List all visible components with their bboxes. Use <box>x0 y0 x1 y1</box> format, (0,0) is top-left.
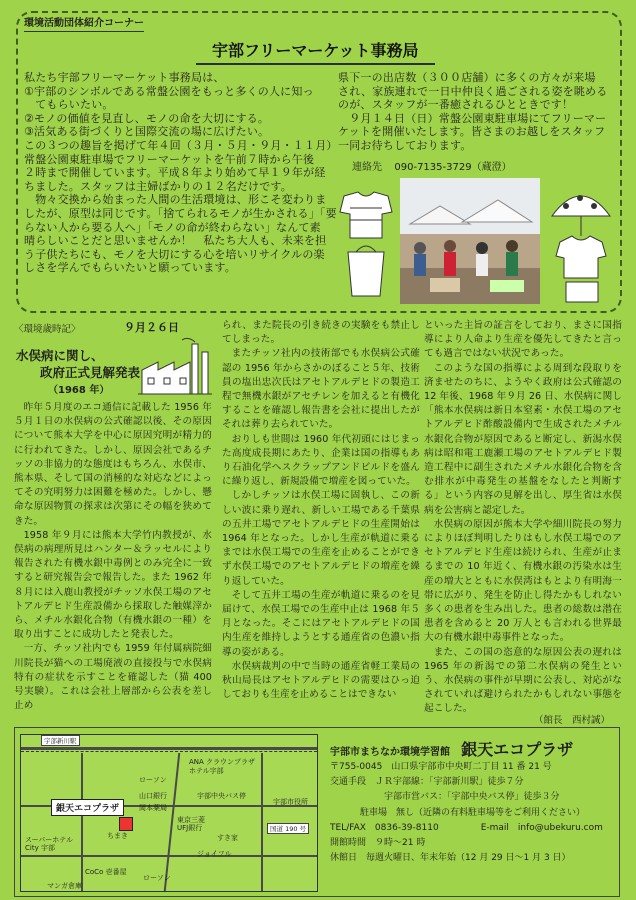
text-line: ちました。スタッフは主婦ばかりの１２名だけです。 <box>24 179 292 193</box>
article-col1 <box>14 401 212 712</box>
article-col2 <box>222 319 420 701</box>
map-destination-pin <box>119 817 133 831</box>
hours-label: 開館時間 <box>330 838 367 849</box>
signature: （館長 西村誠） <box>534 715 611 726</box>
contact <box>352 158 512 173</box>
article-paragraph: 1958 年９月には熊本大学竹内教授が、水俣病の病理所見はハンター＆ラッセルにより報告された有機水銀中毒例とのみ完全に一致すると研究報告会で報告した。また 1962 年８月には入鹿山教授がチッソ水俣工場のアセトアルデヒド生産設備から採取した触媒滓から、メチル水銀化合物（有機水銀の一種）を取り出すことに成功したと発表した。 <box>14 529 212 641</box>
map-label: ローソン <box>143 874 171 882</box>
article-paragraph: このような国の指導による周到な段取りを済ませたのちに、ようやく政府は公式確認の 12 年後、1968 年９月 26 日、水俣病に関し「熊本水俣病は新日本窒素・水俣工場のアセトアルデヒド酢酸設備内で生成されたメチル水銀化合物が原因であると断定し、新潟水俣病は昭和電工鹿瀬工場のアセトアルデヒド製造工程中に副生されたメチル水銀化合物を含む排水が中毒発生の基盤をなしたと判断する」という内容の見解を出し、厚生省は水俣病を公害病と認定した。 <box>424 362 622 516</box>
text-line: ９月１４日（日）常盤公園東駐車場にてフリーマー <box>338 111 607 125</box>
access-label: 交通手段 <box>330 777 367 788</box>
market-photo-image <box>400 178 540 304</box>
hours-value: ９時～21 時 <box>375 838 426 849</box>
contact-row <box>330 821 614 836</box>
article-paragraph: 水俣病の原因が熊本大学や細川院長の努力によりほぼ判明したりはもし水俣工場でのアセトアルデヒド生産は続けられ、生産が止まるまでの 10 年近く、有機水銀の汚染水は生産の増大とともに水俣湾はもとより有明海一帯に広がり、発生を防止し得たかもしれない多くの患者を生み出した。患者の総数は潜在患者を含めると 20 万人とも言われる世界最大の有機水銀中毒事件となった。 <box>424 518 622 644</box>
text-line: 私たち宇部フリーマーケット事務局は、 <box>24 71 225 84</box>
text-line: 物々交換から始まった人間の生活環境は、形こそ変わりま <box>24 193 327 207</box>
text-line: したが、原型は同じです。「捨てられるモノが生かされる」「要 <box>24 206 337 220</box>
map-label: CoCo 壱番屋 <box>85 868 127 876</box>
text-line: 常盤公園東駐車場でフリーマーケットを午前７時から午後 <box>24 152 315 166</box>
map-label: ローソン <box>139 776 167 784</box>
corner-title: 宇部フリーマーケット事務局 <box>196 36 435 65</box>
text-line: らない人から要る人へ」「モノの命が終わらない」なんて素 <box>24 220 321 234</box>
facility-name-big: 銀天エコプラザ <box>461 740 574 759</box>
access-row <box>330 775 614 790</box>
map-road <box>261 753 263 891</box>
almanac-date: ９月２６日 <box>124 321 179 334</box>
map-label: 宇部市役所 <box>273 798 308 806</box>
article-paragraph: しかしチッソは水俣工場に固執し、この新しい波に乗り遅れ、新しい工場である千葉県の五井工場でアセトアルデヒドの生産開始は 1964 年となった。しかし生産が軌道に乗るまでは水俣工場での生産を止めることができず水俣工場でのアセトアルデヒドの増産を繰り返していた。 <box>222 490 420 587</box>
factory-illustration <box>138 336 212 398</box>
text-line: 晴らしいことだと思いませんか！ 私たち大人も、未来を担 <box>24 234 327 248</box>
article-paragraph: おりしも世間は 1960 年代初頭にはじまった高度成長期にあたり、企業は国の指導もあり石油化学へスクラップアンドビルドを盛んに繰り返し、新規設備で増産を図っていた。 <box>222 433 420 488</box>
parking-value: 無し（近隣の有料駐車場等をご利用ください） <box>396 807 586 818</box>
headline-line1: 水俣病に関し、 <box>16 348 104 363</box>
headline-line2: 政府正式見解発表 <box>40 365 141 380</box>
text-line: ケットを開催いたします。皆さまのお越しをスタッフ <box>338 125 606 139</box>
access-bus: 宇部市営バス：「宇部中央バス停」徒歩３分 <box>384 792 560 803</box>
tel-value[interactable]: 0836-39-8110 <box>374 822 439 833</box>
closed-label: 休館日 <box>330 853 358 864</box>
access-map <box>20 734 318 892</box>
map-label: マンガ倉庫 <box>47 882 82 890</box>
map-label: ANA クラウンプラザ <box>189 758 256 766</box>
hours-row <box>330 836 614 851</box>
map-railway-ties <box>21 751 317 753</box>
map-station: 宇部新川駅 <box>41 735 80 746</box>
article-paragraph: 一方、チッソ社内でも 1959 年付属病院細川院長が猫への工場廃液の直接投与で水俣病特有の症状を示すことを確認した（猫 400 号実験）。これは会社上層部から公表を差し止め <box>14 643 212 712</box>
access-row <box>330 790 614 805</box>
text-line: ③活気ある街づくりと国際交流の場に広げたい。 <box>24 125 270 139</box>
access-train: ＪＲ宇部線：「宇部新川駅」徒歩７分 <box>375 777 524 788</box>
contact-label: 連絡先 <box>352 162 382 173</box>
text-line: しさを学んでもらいたいと願っています。 <box>24 261 236 275</box>
corner-left-text <box>24 71 344 275</box>
almanac-tag: 〈環境歳時記〉 <box>14 324 81 335</box>
email-label: E-mail <box>480 822 509 833</box>
article-paragraph: 昨年５月度のエコ通信に記載した 1956 年５月１日の水俣病の公式確認以後、その原因について熊本大学を中心に原因究明が精力的に行われてきた。しかし、原因会社であるチッソの非協力的な態度はもちろん、水俣市、熊本県、そして国の消極的な対応などによってその究明努力は困難を極めた。しかし、懸命な原因物質の探求は次第にその幅を狭めてきた。 <box>14 402 212 527</box>
text-line: 一同お待ちしております。 <box>338 138 472 152</box>
facility-address: 〒755-0045 山口県宇部市中央町二丁目 11 番 21 号 <box>330 762 552 772</box>
text-line: う子供たちにも、モノを大切にする心を培いリサイクルの楽 <box>24 247 325 261</box>
map-label: UFJ銀行 <box>177 824 203 832</box>
map-label: スーパーホテル <box>25 836 73 844</box>
text-line: ②モノの価値を見直し、モノの命を大切にする。 <box>24 111 270 125</box>
text-line: され、家族連れで一日中仲良く過ごされる姿を眺める <box>338 84 608 98</box>
headline-year: （1968 年） <box>48 385 110 396</box>
text-line: 県下一の出店数（３００店舗）に多くの方々が来場 <box>338 71 596 84</box>
map-label: ちまき <box>107 832 128 840</box>
facility-header <box>330 737 573 760</box>
corner-tag: 環境活動団体紹介コーナー <box>24 14 144 32</box>
map-label: City 宇部 <box>25 844 55 852</box>
map-road <box>21 855 317 857</box>
parking-label: 駐車場 <box>360 807 388 818</box>
closed-row <box>330 851 614 866</box>
article-paragraph: られ、また院長の引き続きの実験をも禁止してしまった。 <box>222 320 420 346</box>
text-line: ①宇部のシンボルである常盤公園をもっと多くの人に知っ <box>24 84 314 98</box>
text-line: この３つの趣旨を掲げて年４回（３月・５月・９月・１１月） <box>24 138 338 152</box>
map-label: 宇部中央バス停 <box>197 792 246 800</box>
tel-label: TEL/FAX <box>330 822 366 833</box>
map-label: ジョイフル <box>197 850 232 858</box>
map-road <box>81 753 83 891</box>
map-railway <box>21 747 317 750</box>
article-paragraph: また、この国の恣意的な原因公表の遅れは 1965 年の新潟での第二水俣病の発生という、水俣病の事件が早期に公表し、対応がなされていれば避けられたかもしれない事態を起こした。 <box>424 646 622 715</box>
map-label: 岡本薬局 <box>139 804 167 812</box>
text-line: ２時まで開催しています。平成８年より始めて早１９年が経 <box>24 166 326 180</box>
text-line: てもらいたい。 <box>24 98 114 112</box>
article-col3 <box>424 319 622 715</box>
map-eco-plaza-marker[interactable]: 銀天エコプラザ <box>51 799 124 816</box>
contact-value: 090-7135-3729（蔵澄） <box>394 162 512 173</box>
map-label: 国道 190 号 <box>267 823 309 834</box>
market-photo <box>400 178 540 304</box>
facility-name-small: 宇部市まちなか環境学習館 <box>330 747 450 758</box>
closed-value: 毎週火曜日、年末年始（12 月 29 日～1 月 3 日） <box>366 853 571 864</box>
map-label: すき家 <box>217 834 238 842</box>
article-paragraph: そして五井工場の生産が軌道に乗るのを見届けて、水俣工場での生産中止は 1968 年５月となった。そこにはアセトアルデヒドの国内生産を維持しようとする通産省の色濃い指導の姿がある。 <box>222 589 420 658</box>
clothes-clipart <box>336 190 396 300</box>
text-line: のが、スタッフが一番癒されるひとときです！ <box>338 98 574 112</box>
article-paragraph: といった主旨の証言をしており、まさに国指導により人命より生産を優先してきたと言っても過言ではない状況であった。 <box>424 320 622 360</box>
parking-row <box>330 806 614 821</box>
article-paragraph: またチッソ社内の技術部でも水俣病公式確認の 1956 年からさかのぼること５年、技術員の塩出忠次氏はアセトアルデヒドの製造工程で無機水銀がアセチレンを加えると有機化することを確認し報告書を会社に提出したがそれは葬り去られていた。 <box>222 348 420 431</box>
facility-details <box>330 760 614 866</box>
map-label: 東京三菱 <box>177 816 205 824</box>
umbrella-clipart <box>546 182 616 306</box>
corner-right-text <box>338 71 616 153</box>
map-label: ホテル宇部 <box>189 767 224 775</box>
article-paragraph: 水俣病裁判の中で当時の通産省軽工業局の秋山局長はアセトアルデヒドの需要はひっ迫しておりも生産を止めることはできない <box>222 660 420 701</box>
map-label: 山口銀行 <box>139 792 167 800</box>
email-value[interactable]: info@ubekuru.com <box>517 822 603 833</box>
